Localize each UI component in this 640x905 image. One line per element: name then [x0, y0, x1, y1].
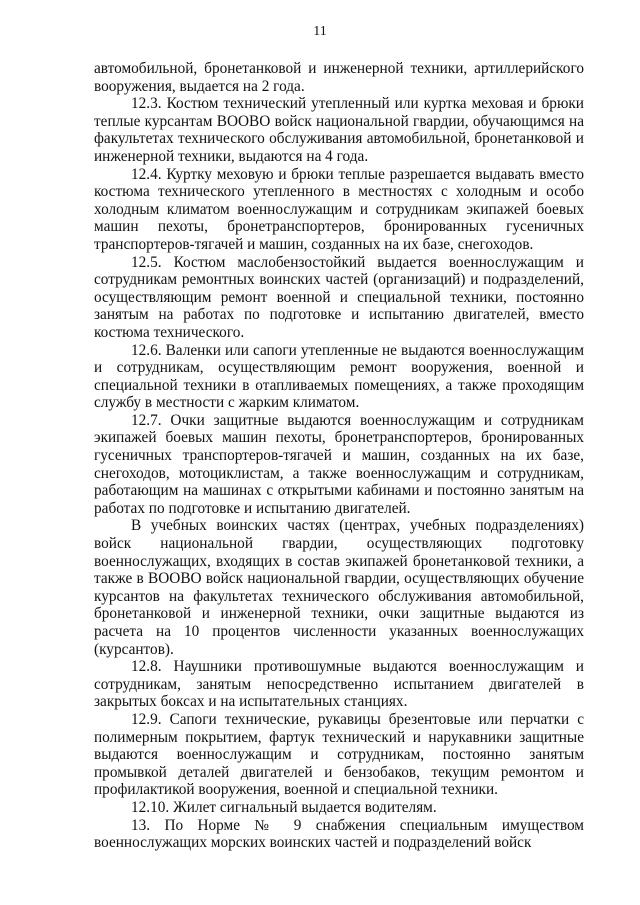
paragraph-continuation: автомобильной, бронетанковой и инженерной техники, артиллерийского вооружения, выдается на 2 года.	[94, 60, 584, 95]
paragraph-12-3: 12.3. Костюм технический утепленный или куртка меховая и брюки теплые курсантам ВООВО войск национальной гвардии, обучающимся на факультетах технического обслуживания автомобильной, бронетанковой и инженерной техники, выдаются на 4 года.	[94, 95, 584, 165]
paragraph-12-6: 12.6. Валенки или сапоги утепленные не выдаются военнослужащим и сотрудникам, осуществляющим ремонт вооружения, военной и специальной техники в отапливаемых помещениях, а также проходящим службу в местности с жарким климатом.	[94, 341, 584, 412]
paragraph-12-8: 12.8. Наушники противошумные выдаются военнослужащим и сотрудникам, занятым непосредственно испытанием двигателей в закрытых боксах и на испытательных станциях.	[94, 658, 584, 711]
page-number: 11	[313, 24, 327, 39]
paragraph-training-units: В учебных воинских частях (центрах, учебных подразделениях) войск национальной гвардии, осуществляющих подготовку военнослужащих, входящих в состав экипажей бронетанковой техники, а также в ВООВО войск национальной гвардии, осуществляющих обучение курсантов на факультетах технического обслуживания автомобильной, бронетанковой и инженерной техники, очки защитные выдаются из расчета на 10 процентов численности указанных военнослужащих (курсантов).	[94, 517, 584, 658]
paragraph-13: 13. По Норме № 9 снабжения специальным имуществом военнослужащих морских воинских частей и подразделений войск	[94, 816, 584, 852]
paragraph-12-4: 12.4. Куртку меховую и брюки теплые разрешается выдавать вместо костюма технического утепленного в местностях с холодным и особо холодным климатом военнослужащим и сотрудникам экипажей боевых машин пехоты, бронетранспортеров, бронированных гусеничных транспортеров-тягачей и машин, созданных на их базе, снегоходов.	[94, 165, 584, 253]
paragraph-12-5: 12.5. Костюм маслобензостойкий выдается военнослужащим и сотрудникам ремонтных воинских частей (организаций) и подразделений, осуществляющим ремонт военной и специальной техники, постоянно занятым на работах по подготовке и испытанию двигателей, вместо костюма технического.	[94, 253, 584, 341]
paragraph-12-10: 12.10. Жилет сигнальный выдается водителям.	[131, 798, 437, 816]
document-body	[94, 60, 584, 852]
paragraph-12-7: 12.7. Очки защитные выдаются военнослужащим и сотрудникам экипажей боевых машин пехоты, бронетранспортеров, бронированных гусеничных транспортеров-тягачей и машин, созданных на их базе, снегоходов, мотоциклистам, а также военнослужащим и сотрудникам, работающим на машинах с открытыми кабинами и постоянно занятым на работах по подготовке и испытанию двигателей.	[94, 411, 584, 517]
paragraph-12-9: 12.9. Сапоги технические, рукавицы брезентовые или перчатки с полимерным покрытием, фартук технический и нарукавники защитные выдаются военнослужащим и сотрудникам, постоянно занятым промывкой деталей двигателей и бензобаков, текущим ремонтом и профилактикой вооружения, военной и специальной техники.	[94, 710, 584, 799]
